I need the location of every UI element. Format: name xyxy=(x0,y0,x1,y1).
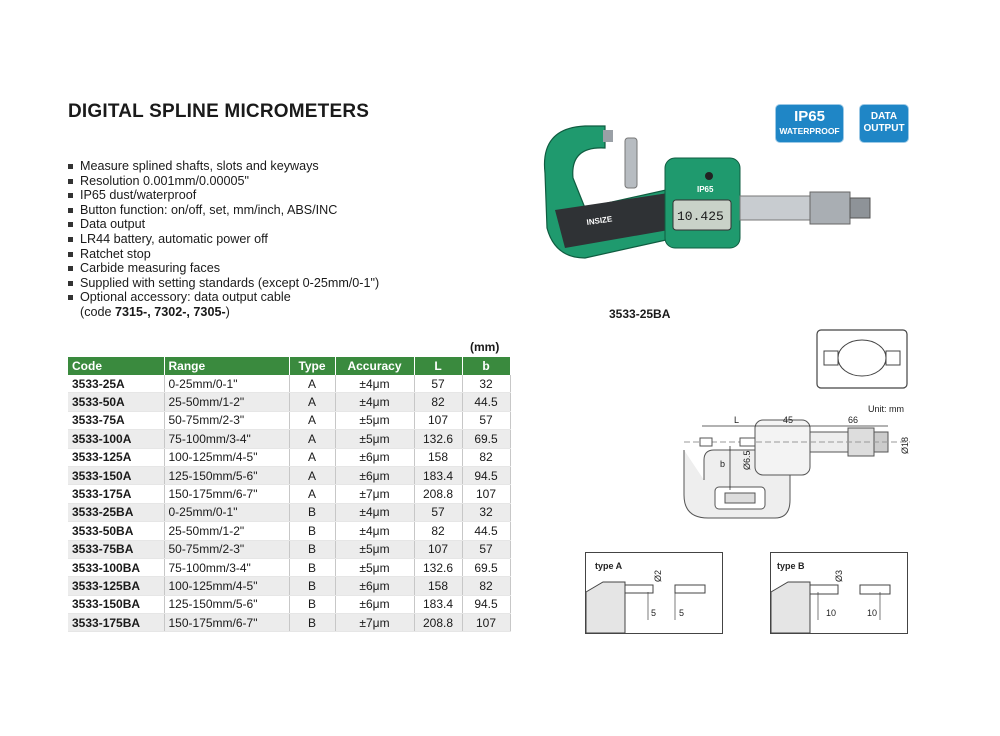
col-header-b: b xyxy=(462,357,510,375)
product-caption: 3533-25BA xyxy=(609,307,671,321)
table-cell: 3533-175A xyxy=(68,485,164,503)
table-cell: 32 xyxy=(462,503,510,521)
thimble xyxy=(810,192,850,224)
table-cell: 57 xyxy=(414,375,462,393)
feature-item: Ratchet stop xyxy=(68,247,379,262)
table-cell: 75-100mm/3-4" xyxy=(164,558,289,576)
feature-item: Measure splined shafts, slots and keyways xyxy=(68,159,379,174)
table-cell: 3533-175BA xyxy=(68,614,164,632)
accessory-codes: 7315-, 7302-, 7305- xyxy=(115,304,226,319)
table-row xyxy=(68,448,510,466)
table-cell: ±4μm xyxy=(335,522,414,540)
table-cell: 208.8 xyxy=(414,614,462,632)
type-b-tip-left xyxy=(810,585,838,594)
table-cell: 3533-100A xyxy=(68,430,164,448)
drawing-unit: Unit: mm xyxy=(868,404,904,414)
table-row xyxy=(68,411,510,429)
ratchet xyxy=(850,198,870,218)
drawing-head xyxy=(755,420,810,475)
type-b-tip-right xyxy=(860,585,890,594)
table-cell: 0-25mm/0-1" xyxy=(164,503,289,521)
table-cell: 3533-125BA xyxy=(68,577,164,595)
table-cell: B xyxy=(289,503,335,521)
feature-item: Resolution 0.001mm/0.00005" xyxy=(68,174,379,189)
dim-45-label: 45 xyxy=(783,415,794,425)
table-cell: 125-150mm/5-6" xyxy=(164,466,289,484)
table-cell: 82 xyxy=(462,577,510,595)
type-a-width-1: 5 xyxy=(651,608,657,618)
table-cell: 94.5 xyxy=(462,466,510,484)
table-cell: 25-50mm/1-2" xyxy=(164,393,289,411)
type-a-label: type A xyxy=(595,561,623,571)
micrometer-photo xyxy=(525,118,885,303)
table-cell: 50-75mm/2-3" xyxy=(164,540,289,558)
table-cell: 69.5 xyxy=(462,430,510,448)
anvil xyxy=(603,130,613,142)
table-cell: 183.4 xyxy=(414,466,462,484)
feature-item: Button function: on/off, set, mm/inch, ABS/INC xyxy=(68,203,379,218)
type-b-label: type B xyxy=(777,561,805,571)
data-output-badge: DATA OUTPUT xyxy=(860,105,908,142)
table-row xyxy=(68,466,510,484)
splined-part xyxy=(838,340,886,376)
table-cell: 150-175mm/6-7" xyxy=(164,485,289,503)
technical-drawing xyxy=(680,410,920,525)
drawing-anvil xyxy=(700,438,712,446)
ip65-badge: IP65 WATERPROOF xyxy=(776,105,843,142)
bullet-icon xyxy=(68,193,73,198)
table-row xyxy=(68,393,510,411)
brand-label: INSIZE xyxy=(586,214,613,227)
table-row xyxy=(68,522,510,540)
lcd-reading: 10.425 xyxy=(677,209,724,224)
col-header-range: Range xyxy=(164,357,289,375)
type-a-tip-right xyxy=(675,585,705,593)
bullet-icon xyxy=(68,237,73,242)
table-cell: A xyxy=(289,411,335,429)
table-row xyxy=(68,595,510,613)
table-cell: 100-125mm/4-5" xyxy=(164,448,289,466)
table-cell: ±5μm xyxy=(335,411,414,429)
table-row xyxy=(68,430,510,448)
ip-label: IP65 xyxy=(697,185,714,194)
table-cell: 132.6 xyxy=(414,430,462,448)
table-cell: ±6μm xyxy=(335,577,414,595)
table-cell: 183.4 xyxy=(414,595,462,613)
table-cell: 150-175mm/6-7" xyxy=(164,614,289,632)
feature-continuation: (code 7315-, 7302-, 7305-) xyxy=(80,304,230,319)
table-cell: 25-50mm/1-2" xyxy=(164,522,289,540)
table-cell: B xyxy=(289,558,335,576)
table-cell: ±5μm xyxy=(335,558,414,576)
table-cell: 3533-25A xyxy=(68,375,164,393)
table-cell: 44.5 xyxy=(462,522,510,540)
table-cell: ±5μm xyxy=(335,540,414,558)
table-cell: 132.6 xyxy=(414,558,462,576)
dim-b-label: b xyxy=(720,459,726,469)
drawing-window xyxy=(725,493,755,503)
bullet-icon xyxy=(68,208,73,213)
table-row xyxy=(68,503,510,521)
table-cell: 158 xyxy=(414,577,462,595)
table-cell: A xyxy=(289,485,335,503)
type-a-tip-left xyxy=(625,585,653,593)
table-cell: 82 xyxy=(414,393,462,411)
table-cell: 3533-100BA xyxy=(68,558,164,576)
table-cell: 44.5 xyxy=(462,393,510,411)
table-cell: 0-25mm/0-1" xyxy=(164,375,289,393)
table-cell: 3533-125A xyxy=(68,448,164,466)
dim-66-label: 66 xyxy=(848,415,859,425)
table-cell: 3533-25BA xyxy=(68,503,164,521)
spline-face-diagram xyxy=(816,329,908,389)
type-b-diagram xyxy=(770,552,908,634)
bullet-icon xyxy=(68,164,73,169)
type-b-width-1: 10 xyxy=(826,608,837,618)
table-cell: 3533-75BA xyxy=(68,540,164,558)
table-cell: 107 xyxy=(462,614,510,632)
drawing-spindle xyxy=(740,438,755,446)
type-a-width-2: 5 xyxy=(679,608,685,618)
table-cell: ±4μm xyxy=(335,503,414,521)
table-cell: 82 xyxy=(414,522,462,540)
table-cell: B xyxy=(289,614,335,632)
table-cell: 107 xyxy=(462,485,510,503)
type-a-diameter: Ø2 xyxy=(653,569,663,582)
table-cell: 32 xyxy=(462,375,510,393)
type-b-diameter: Ø3 xyxy=(834,569,844,582)
table-row xyxy=(68,540,510,558)
table-cell: ±4μm xyxy=(335,375,414,393)
table-cell: ±7μm xyxy=(335,485,414,503)
table-cell: A xyxy=(289,448,335,466)
table-cell: 158 xyxy=(414,448,462,466)
bullet-icon xyxy=(68,179,73,184)
table-cell: B xyxy=(289,577,335,595)
feature-item: Data output xyxy=(68,217,379,232)
type-a-anvil-body xyxy=(586,582,625,633)
table-cell: 94.5 xyxy=(462,595,510,613)
type-a-diagram xyxy=(585,552,723,634)
dim-d18-label: Ø18 xyxy=(900,436,910,454)
table-cell: A xyxy=(289,393,335,411)
table-cell: B xyxy=(289,522,335,540)
feature-item: Optional accessory: data output cable xyxy=(68,290,379,305)
table-cell: 69.5 xyxy=(462,558,510,576)
table-cell: B xyxy=(289,540,335,558)
table-unit: (mm) xyxy=(470,340,500,354)
table-row xyxy=(68,375,510,393)
table-cell: 107 xyxy=(414,540,462,558)
table-cell: A xyxy=(289,466,335,484)
bullet-icon xyxy=(68,295,73,300)
feature-item: Supplied with setting standards (except 0-25mm/0-1") xyxy=(68,276,379,291)
type-b-width-2: 10 xyxy=(867,608,878,618)
page-title: DIGITAL SPLINE MICROMETERS xyxy=(68,101,370,122)
bullet-icon xyxy=(68,266,73,271)
table-cell: 3533-75A xyxy=(68,411,164,429)
set-button xyxy=(705,172,713,180)
type-b-anvil-body xyxy=(771,582,810,633)
feature-list xyxy=(68,159,379,320)
table-cell: A xyxy=(289,430,335,448)
table-row xyxy=(68,558,510,576)
table-cell: 208.8 xyxy=(414,485,462,503)
feature-item: LR44 battery, automatic power off xyxy=(68,232,379,247)
table-header-row xyxy=(68,357,510,375)
table-cell: 57 xyxy=(462,411,510,429)
feature-item: IP65 dust/waterproof xyxy=(68,188,379,203)
table-cell: 125-150mm/5-6" xyxy=(164,595,289,613)
table-cell: A xyxy=(289,375,335,393)
bullet-icon xyxy=(68,281,73,286)
bullet-icon xyxy=(68,252,73,257)
table-cell: ±7μm xyxy=(335,614,414,632)
table-cell: 3533-150A xyxy=(68,466,164,484)
col-header-l: L xyxy=(414,357,462,375)
table-cell: 57 xyxy=(462,540,510,558)
bullet-icon xyxy=(68,222,73,227)
col-header-accuracy: Accuracy xyxy=(335,357,414,375)
table-cell: 3533-150BA xyxy=(68,595,164,613)
right-anvil xyxy=(886,351,900,365)
dim-l-label: L xyxy=(734,415,740,425)
spec-table xyxy=(68,357,511,632)
table-cell: 50-75mm/2-3" xyxy=(164,411,289,429)
col-header-code: Code xyxy=(68,357,164,375)
left-anvil xyxy=(824,351,838,365)
table-cell: B xyxy=(289,595,335,613)
table-row xyxy=(68,485,510,503)
table-row xyxy=(68,614,510,632)
table-cell: 3533-50A xyxy=(68,393,164,411)
table-cell: 75-100mm/3-4" xyxy=(164,430,289,448)
table-cell: ±6μm xyxy=(335,595,414,613)
table-cell: 82 xyxy=(462,448,510,466)
table-cell: ±4μm xyxy=(335,393,414,411)
feature-item: Carbide measuring faces xyxy=(68,261,379,276)
table-cell: 3533-50BA xyxy=(68,522,164,540)
table-cell: 57 xyxy=(414,503,462,521)
table-cell: ±6μm xyxy=(335,466,414,484)
spindle xyxy=(625,138,637,188)
col-header-type: Type xyxy=(289,357,335,375)
table-cell: ±5μm xyxy=(335,430,414,448)
table-cell: ±6μm xyxy=(335,448,414,466)
sleeve xyxy=(740,196,810,220)
table-row xyxy=(68,577,510,595)
dim-d65-label: Ø6.5 xyxy=(742,450,752,470)
table-cell: 100-125mm/4-5" xyxy=(164,577,289,595)
table-cell: 107 xyxy=(414,411,462,429)
